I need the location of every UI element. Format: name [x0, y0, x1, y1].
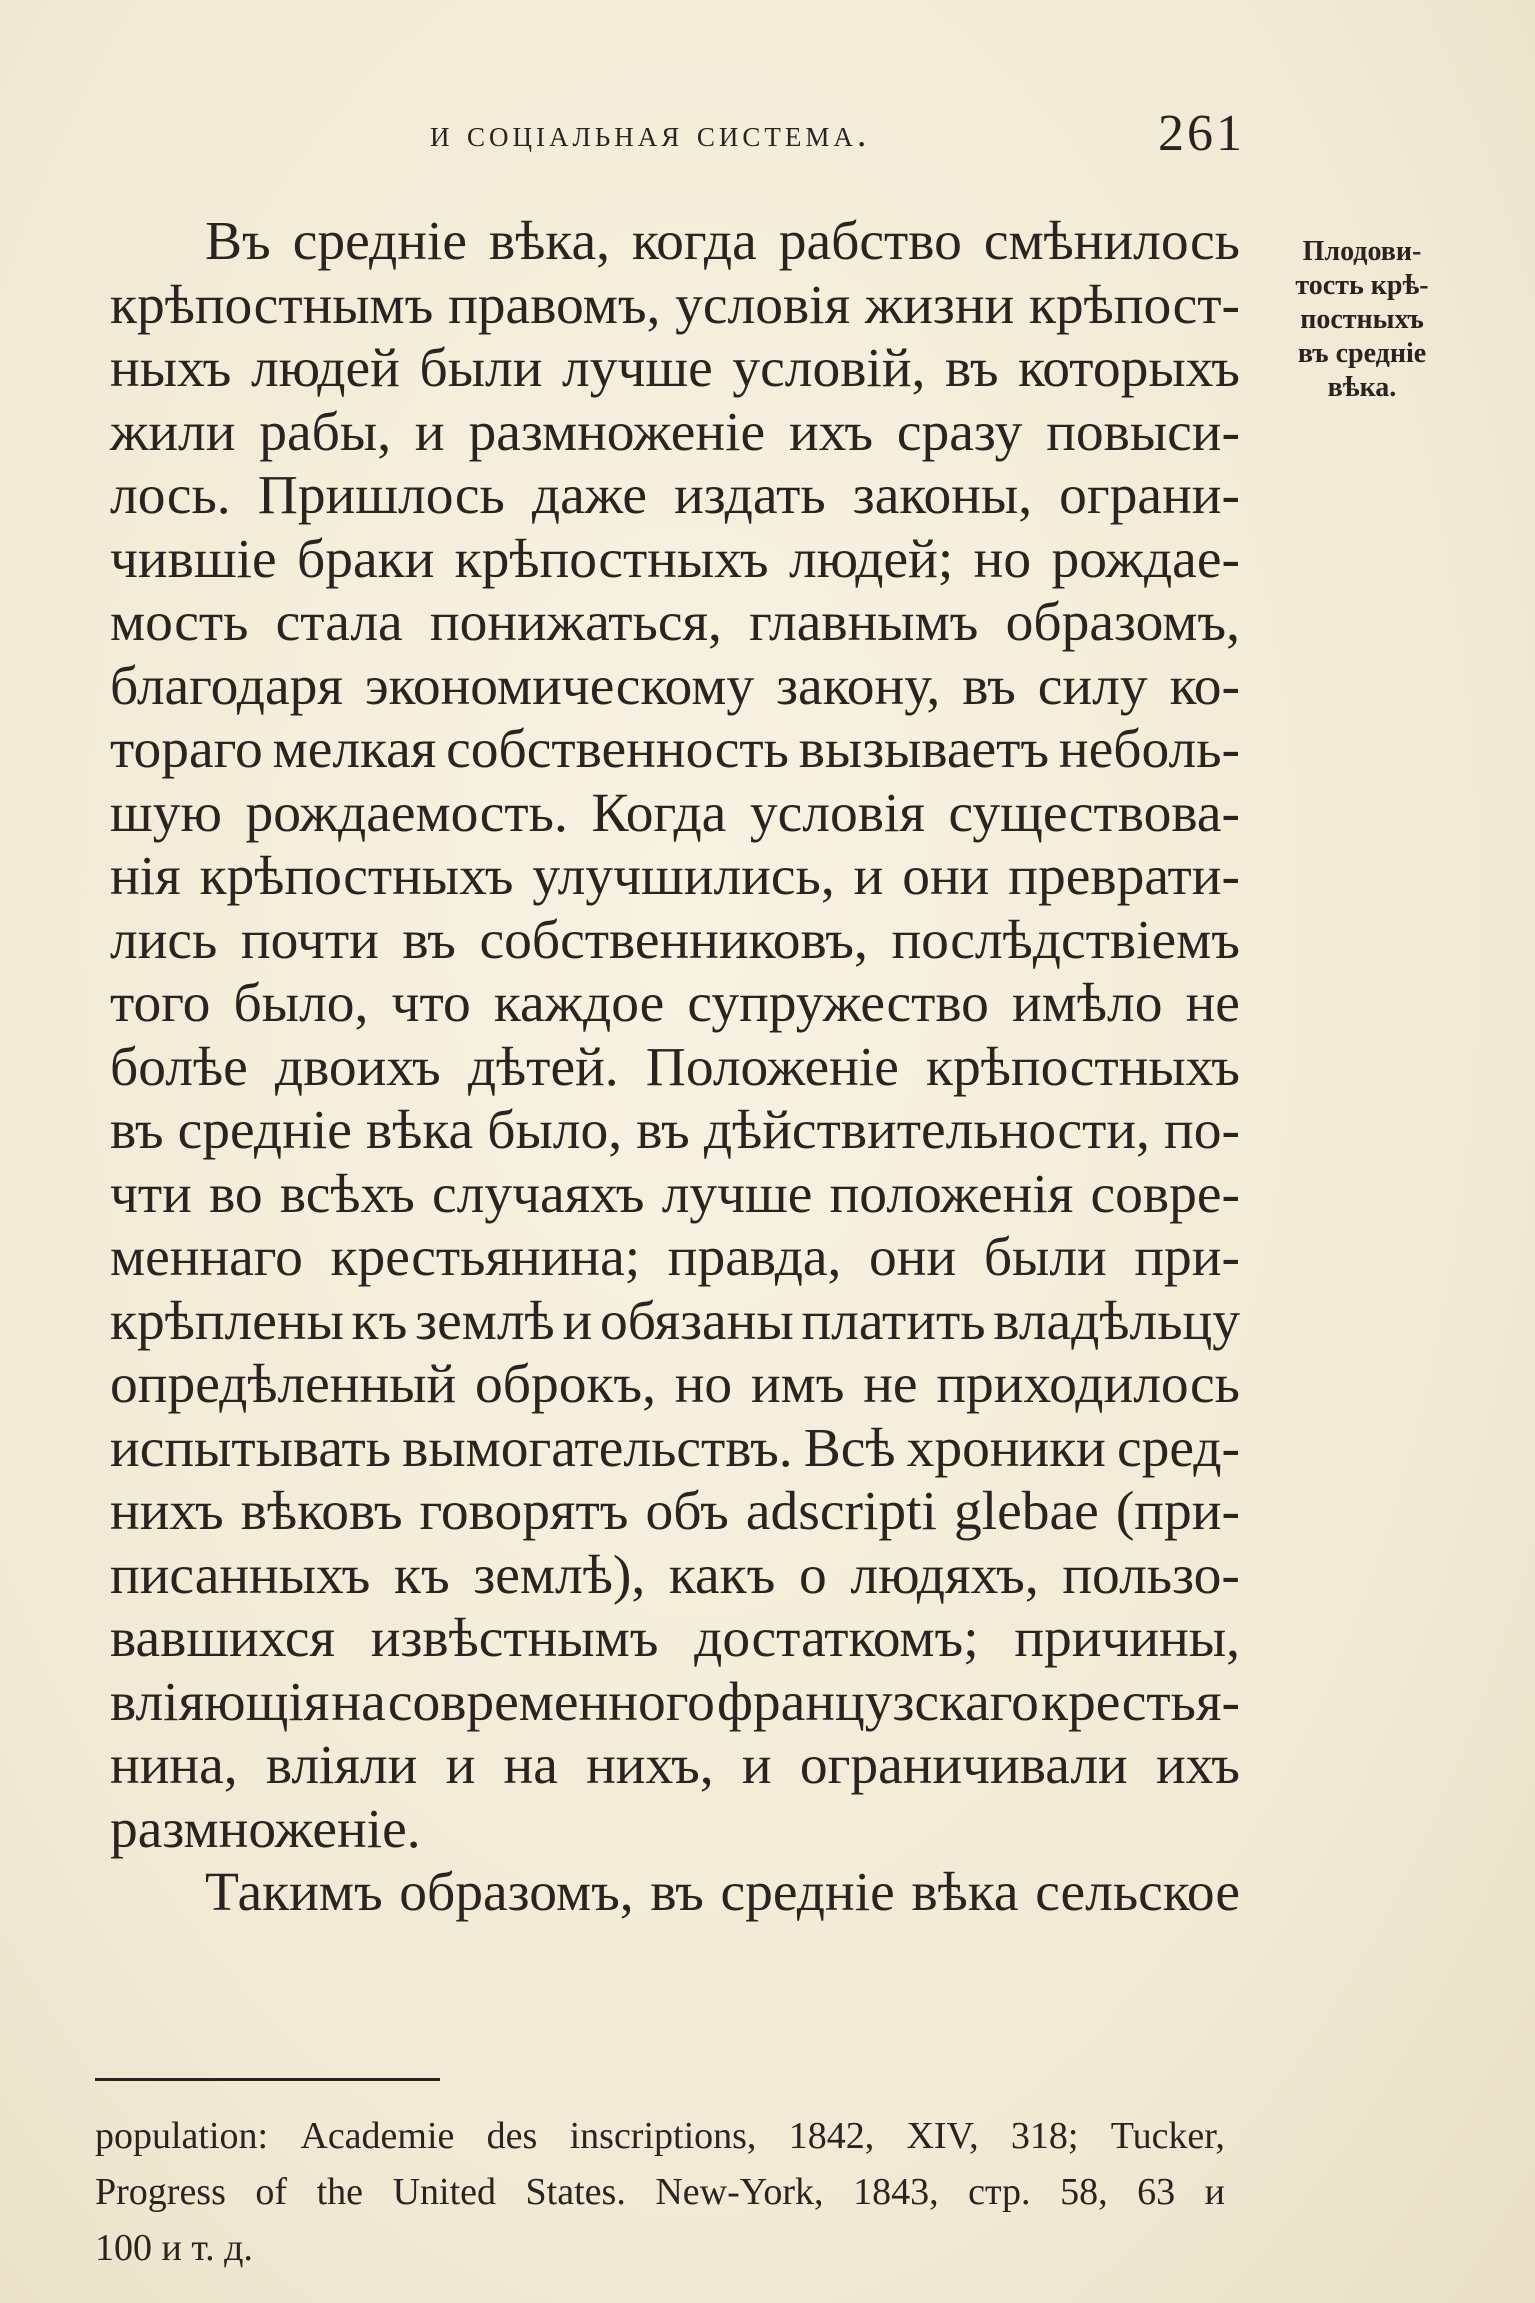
body-line-14: болѣе двоихъ дѣтей. Положеніе крѣпостныхъ	[110, 1036, 1240, 1098]
body-line-18: крѣплены къ землѣ и обязаны платить владѣльцу	[110, 1290, 1240, 1352]
body-line-5: лось. Пришлось даже издать законы, ограни-	[110, 465, 1240, 526]
body-line-27: Такимъ образомъ, въ средніе вѣка сельское	[205, 1862, 1240, 1923]
body-line-12: лись почти въ собственниковъ, послѣдствіемъ	[110, 909, 1240, 971]
footnote	[95, 2108, 1225, 2276]
margin-note-line: вѣка.	[1327, 372, 1397, 403]
body-text	[110, 210, 1240, 1925]
body-line-21: нихъ вѣковъ говорятъ объ adscripti glebae (при-	[110, 1481, 1240, 1542]
body-line-8: благодаря экономическому закону, въ силу ко-	[110, 655, 1240, 717]
body-line-22: писанныхъ къ землѣ), какъ о людяхъ, пользо-	[110, 1544, 1240, 1606]
body-line-3: ныхъ людей были лучше условій, въ которыхъ	[110, 338, 1240, 399]
body-line-7: мость стала понижаться, главнымъ образомъ,	[110, 592, 1240, 653]
body-line-17: меннаго крестьянина; правда, они были при-	[110, 1227, 1240, 1288]
body-line-4: жили рабы, и размноженіе ихъ сразу повыси-	[110, 401, 1240, 463]
margin-note-line: Плодови-	[1302, 236, 1422, 267]
body-line-2: крѣпостнымъ правомъ, условія жизни крѣпост-	[110, 274, 1240, 336]
margin-note-line: тость крѣ-	[1295, 270, 1429, 301]
body-line-20: испытывать вымогательствъ. Всѣ хроники сред-	[110, 1417, 1240, 1479]
body-line-9: тораго мелкая собственность вызываетъ неболь-	[110, 719, 1240, 780]
footnote-rule	[95, 2078, 440, 2081]
footnote-line-3: 100 и т. д.	[95, 2227, 253, 2269]
running-head: и соціальная система.	[430, 113, 871, 155]
body-line-6: чившіе браки крѣпостныхъ людей; но рождае-	[110, 528, 1240, 590]
body-line-10: шую рождаемость. Когда условія существова-	[110, 782, 1240, 844]
margin-note	[1262, 235, 1462, 405]
body-line-13: того было, что каждое супружество имѣло не	[110, 973, 1240, 1034]
body-line-26: размноженіе.	[110, 1798, 421, 1860]
body-line-15: въ средніе вѣка было, въ дѣйствительности, по-	[110, 1100, 1240, 1161]
footnote-line-2: Progress of the United States. New-York, 1843, стр. 58, 63 и	[95, 2171, 1225, 2213]
body-line-23: вавшихся извѣстнымъ достаткомъ; причины,	[110, 1608, 1240, 1669]
body-line-16: чти во всѣхъ случаяхъ лучше положенія совре-	[110, 1163, 1240, 1225]
body-line-25: нина, вліяли и на нихъ, и ограничивали ихъ	[110, 1735, 1240, 1796]
footnote-line-1: population: Academie des inscriptions, 1842, XIV, 318; Tucker,	[95, 2115, 1225, 2157]
body-line-1: Въ средніе вѣка, когда рабство смѣнилось	[205, 211, 1240, 272]
body-line-19: опредѣленный оброкъ, но имъ не приходилось	[110, 1354, 1240, 1415]
page-number: 261	[1158, 105, 1245, 162]
margin-note-line: постныхъ	[1300, 304, 1424, 335]
body-line-24: вліяющія на современного французскаго крестья-	[110, 1671, 1240, 1733]
body-line-11: нія крѣпостныхъ улучшились, и они преврати-	[110, 846, 1240, 907]
margin-note-line: въ средніе	[1297, 338, 1427, 369]
